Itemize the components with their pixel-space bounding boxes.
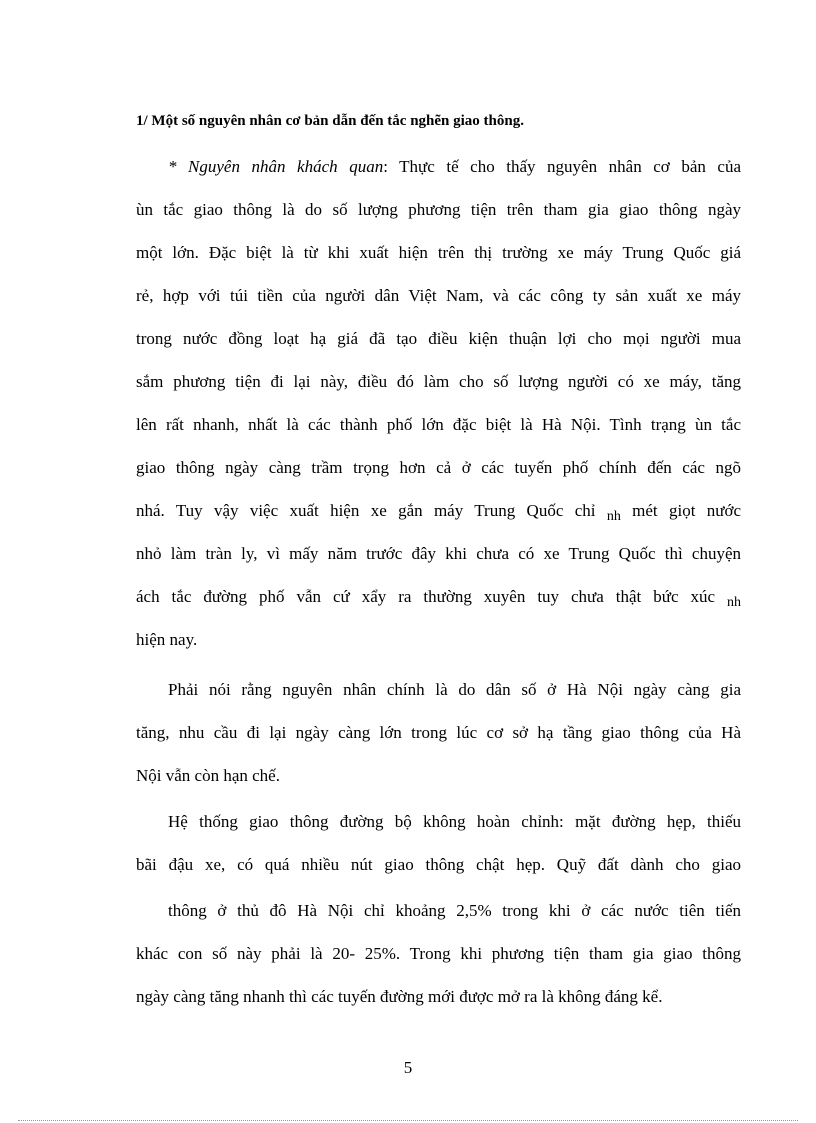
section-heading: 1/ Một số nguyên nhân cơ bản dẫn đến tắc nghẽn giao thông. — [136, 113, 524, 129]
paragraph-line: khác con số này phải là 20- 25%. Trong khi phương tiện tham gia giao thông — [136, 944, 741, 963]
paragraph-line: giao thông ngày càng trầm trọng hơn cả ở các tuyến phố chính đến các ngõ — [136, 458, 741, 477]
text-span: ách tắc đường phố vẫn cứ xẩy ra thường xuyên tuy chưa thật bức xúc — [136, 587, 716, 606]
emphasis-label: * Nguyên nhân khách quan — [168, 157, 384, 176]
page-number: 5 — [403, 1058, 413, 1077]
paragraph-line — [136, 500, 741, 524]
paragraph-line: một lớn. Đặc biệt là từ khi xuất hiện trên thị trường xe máy Trung Quốc giá — [136, 243, 741, 262]
text-span: nh — [727, 595, 741, 610]
paragraph-line: hiện nay. — [136, 630, 198, 649]
page-divider — [18, 1120, 798, 1121]
text-span: nhá. Tuy vậy việc xuất hiện xe gắn máy Trung Quốc chỉ — [136, 501, 596, 520]
paragraph-line: lên rất nhanh, nhất là các thành phố lớn đặc biệt là Hà Nội. Tình trạng ùn tắc — [136, 415, 741, 434]
text-span: : Thực tế cho thấy nguyên nhân cơ bản của — [383, 157, 741, 176]
paragraph-line: sắm phương tiện đi lại này, điều đó làm cho số lượng người có xe máy, tăng — [136, 372, 741, 391]
paragraph-line: nhỏ làm tràn ly, vì mấy năm trước đây khi chưa có xe Trung Quốc thì chuyện — [136, 544, 741, 563]
text-span: mét giọt nước — [632, 501, 742, 520]
paragraph-line: Nội vẫn còn hạn chế. — [136, 766, 280, 785]
paragraph-line: bãi đậu xe, có quá nhiều nút giao thông chật hẹp. Quỹ đất dành cho giao — [136, 855, 741, 874]
paragraph-line: ngày càng tăng nhanh thì các tuyến đường mới được mở ra là không đáng kể. — [136, 987, 663, 1006]
paragraph-line: trong nước đồng loạt hạ giá đã tạo điều kiện thuận lợi cho mọi người mua — [136, 329, 741, 348]
text-span: nh — [606, 509, 621, 524]
paragraph-line — [168, 156, 741, 178]
paragraph-line: Phải nói rằng nguyên nhân chính là do dân số ở Hà Nội ngày càng gia — [168, 680, 741, 699]
paragraph-line: rẻ, hợp với túi tiền của người dân Việt Nam, và các công ty sản xuất xe máy — [136, 286, 741, 305]
paragraph-line: thông ở thủ đô Hà Nội chỉ khoảng 2,5% trong khi ở các nước tiên tiến — [168, 901, 741, 920]
paragraph-line: Hệ thống giao thông đường bộ không hoàn chỉnh: mặt đường hẹp, thiếu — [168, 812, 741, 831]
paragraph-line — [136, 586, 741, 610]
paragraph-line: ùn tắc giao thông là do số lượng phương tiện trên tham gia giao thông ngày — [136, 200, 741, 219]
paragraph-line: tăng, nhu cầu đi lại ngày càng lớn trong lúc cơ sở hạ tầng giao thông của Hà — [136, 723, 741, 742]
